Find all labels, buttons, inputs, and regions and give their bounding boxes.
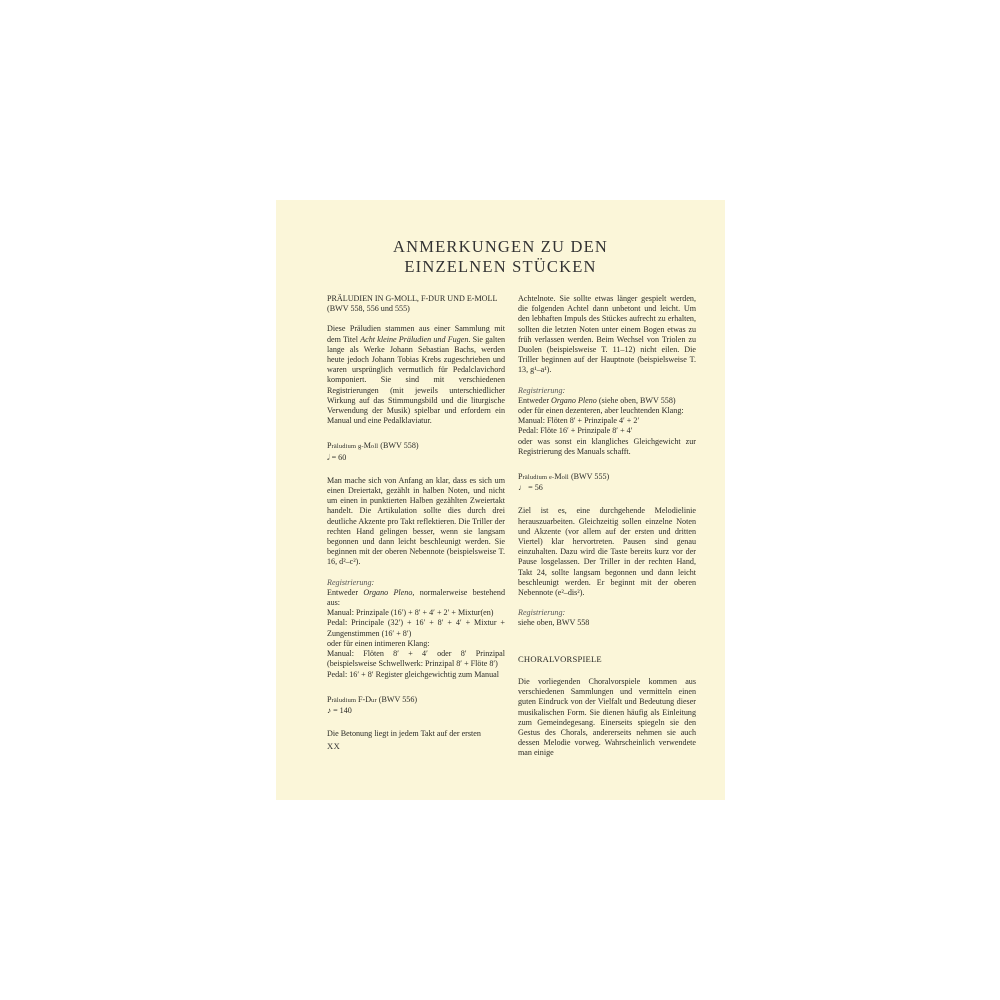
heading-part: (BWV 555) xyxy=(568,472,610,482)
praeludium-f-dur-paragraph: Die Betonung liegt in jedem Takt auf der ersten xyxy=(327,729,481,739)
intro-text-a: Diese Präludien stammen aus einer Sammlung mit dem Titel xyxy=(327,324,505,344)
registration-line: Pedal: Principale (32′) + 16′ + 8′ + 4′ + Mixtur + Zungenstimmen (16′ + 8′) xyxy=(327,618,505,638)
heading-part: oll xyxy=(370,443,379,451)
heading-part: (BWV 558) xyxy=(378,441,419,451)
tempo-marking: ♩ = 56 xyxy=(518,483,543,493)
registration-line xyxy=(518,396,696,406)
reg-text-italic: Organo Pleno xyxy=(551,395,597,405)
heading-part: P xyxy=(327,694,332,704)
section-heading-praeludium-f-dur xyxy=(327,695,505,706)
heading-part: P xyxy=(518,472,523,482)
registration-line: oder was sonst ein klangliches Gleichgewicht zur Registrierung des Manuals schafft. xyxy=(518,436,696,456)
page-number: XX xyxy=(327,741,341,751)
tempo-marking: 𝅗𝅥 = 60 xyxy=(327,452,347,462)
registration-label: Registrierung: xyxy=(518,608,566,618)
intro-heading-line-2: (BWV 558, 556 und 555) xyxy=(327,304,410,314)
heading-part: oll xyxy=(561,474,569,482)
reg-text: Entweder xyxy=(327,587,364,597)
praeludium-g-moll-paragraph: Man mache sich von Anfang an klar, dass es sich um einen Dreiertakt, gezählt in halben Noten, und nicht um einen in punktierten Halben gezählten Zweiertakt handelt. Die Artikulation sollte dies durch drei deutliche Akzente pro Takt reflektieren. Die Triller der rechten Hand gelingen besser, wenn sie langsam begonnen und dann leicht beschleunigt werden. Sie beginnen mit der oberen Nebennote (beispielsweise T. 16, d²–c²). xyxy=(327,475,505,567)
heading-part: F-D xyxy=(358,694,372,704)
registration-line: siehe oben, BWV 558 xyxy=(518,618,590,628)
tempo-marking: ♪ = 140 xyxy=(327,705,352,715)
registration-line: Manual: Prinzipale (16′) + 8′ + 4′ + 2′ + Mixtur(en) xyxy=(327,608,494,618)
intro-heading xyxy=(327,294,505,314)
section-heading-praeludium-g-moll xyxy=(327,441,505,452)
reg-text-italic: Organo Pleno xyxy=(363,587,413,597)
heading-part: (BWV 556) xyxy=(376,694,418,704)
book-page xyxy=(276,200,725,800)
registration-line: Manual: Flöten 8′ + 4′ oder 8′ Prinzipal (beispielsweise Schwellwerk: Prinzipal 8′ + Flöte 8′) xyxy=(327,649,505,669)
registration-line: oder für einen dezenteren, aber leuchtenden Klang: xyxy=(518,406,684,416)
registration-label: Registrierung: xyxy=(327,577,375,587)
registration-line: oder für einen intimeren Klang: xyxy=(327,638,430,648)
intro-text-italic: Acht kleine Präludien und Fugen xyxy=(360,334,469,344)
registration-line: Manual: Flöten 8′ + Prinzipale 4′ + 2′ xyxy=(518,416,640,426)
title-line-2: EINZELNEN STÜCKEN xyxy=(404,257,597,276)
intro-text-b: . Sie galten lange als Werke Johann Sebastian Bachs, werden heute jedoch Johann Tobias Krebs zugeschrieben und waren ursprünglich vermutlich für Pedalclavichord komponiert. Sie sind mit verschiedenen Registrierungen (mit jeweils unterschiedlicher Wirkung auf das Stimmungsbild und die liturgische Verwendung der Musik) spielbar und erfordern ein Manual und eine Pedalklaviatur. xyxy=(327,334,505,426)
right-column xyxy=(518,294,696,759)
heading-part: ur xyxy=(371,696,377,704)
heading-part: M xyxy=(554,472,562,482)
section-heading-praeludium-e-moll xyxy=(518,472,696,483)
left-column xyxy=(327,294,505,739)
title-line-1: ANMERKUNGEN ZU DEN xyxy=(393,237,608,256)
heading-part: M xyxy=(363,441,371,451)
praeludium-e-moll-paragraph: Ziel ist es, eine durchgehende Melodielinie herauszuarbeiten. Gleichzeitig sollen einzelne Noten und Akzente (vor allem auf der ersten und dritten Viertel) klar hervortreten. Pausen sind genau einzuhalten. Dazu wird die Taste bereits kurz vor der Pause losgelassen. Der Triller in der rechten Hand, Takt 24, sollte langsam begonnen und dann leicht beschleunigt werden. Er beginnt mit der oberen Nebennote (e²–dis²). xyxy=(518,506,696,598)
reg-text: Entweder xyxy=(518,395,552,405)
heading-part: räludium xyxy=(331,696,358,704)
registration-line: Pedal: Flöte 16′ + Prinzipale 8′ + 4′ xyxy=(518,426,633,436)
reg-text: , normalerweise bestehend aus: xyxy=(327,587,505,608)
section-heading-choralvorspiele: CHORALVORSPIELE xyxy=(518,653,602,664)
registration-label: Registrierung: xyxy=(518,385,566,395)
praeludium-f-dur-paragraph-continued: Achtelnote. Sie sollte etwas länger gespielt werden, die folgenden Achtel dann unbetont und leicht. Um den lebhaften Impuls des Stückes aufrecht zu erhalten, sollten die letzten Noten unter einem Bogen etwas zu früh verlassen werden. Beim Wechsel von Triolen zu Duolen (beispielsweise T. 11–12) nicht eilen. Die Triller beginnen auf der Hauptnote (beispielsweise T. 13, g¹–a¹). xyxy=(518,294,696,375)
heading-part: P xyxy=(327,441,332,451)
page-title xyxy=(276,237,725,277)
intro-heading-line-1: PRÄLUDIEN IN G-MOLL, F-DUR UND E-MOLL xyxy=(327,294,498,303)
heading-part: räludium g- xyxy=(331,443,364,451)
heading-part: räludium e- xyxy=(522,474,555,482)
registration-line: Pedal: 16′ + 8′ Register gleichgewichtig zum Manual xyxy=(327,669,499,679)
intro-paragraph xyxy=(327,324,505,426)
reg-text: (siehe oben, BWV 558) xyxy=(596,395,676,405)
choralvorspiele-paragraph: Die vorliegenden Choralvorspiele kommen aus verschiedenen Sammlungen und vermitteln einen guten Eindruck von der Vielfalt und Bedeutung dieser musikalischen Form. Sie dienen häufig als Einleitung zum Gemeindegesang. Einerseits spiegeln sie den Gestus des Chorals, andererseits nehmen sie auch dessen Melodie vorweg. Wahrscheinlich verwendete man einige xyxy=(518,676,696,758)
registration-line xyxy=(327,588,505,608)
